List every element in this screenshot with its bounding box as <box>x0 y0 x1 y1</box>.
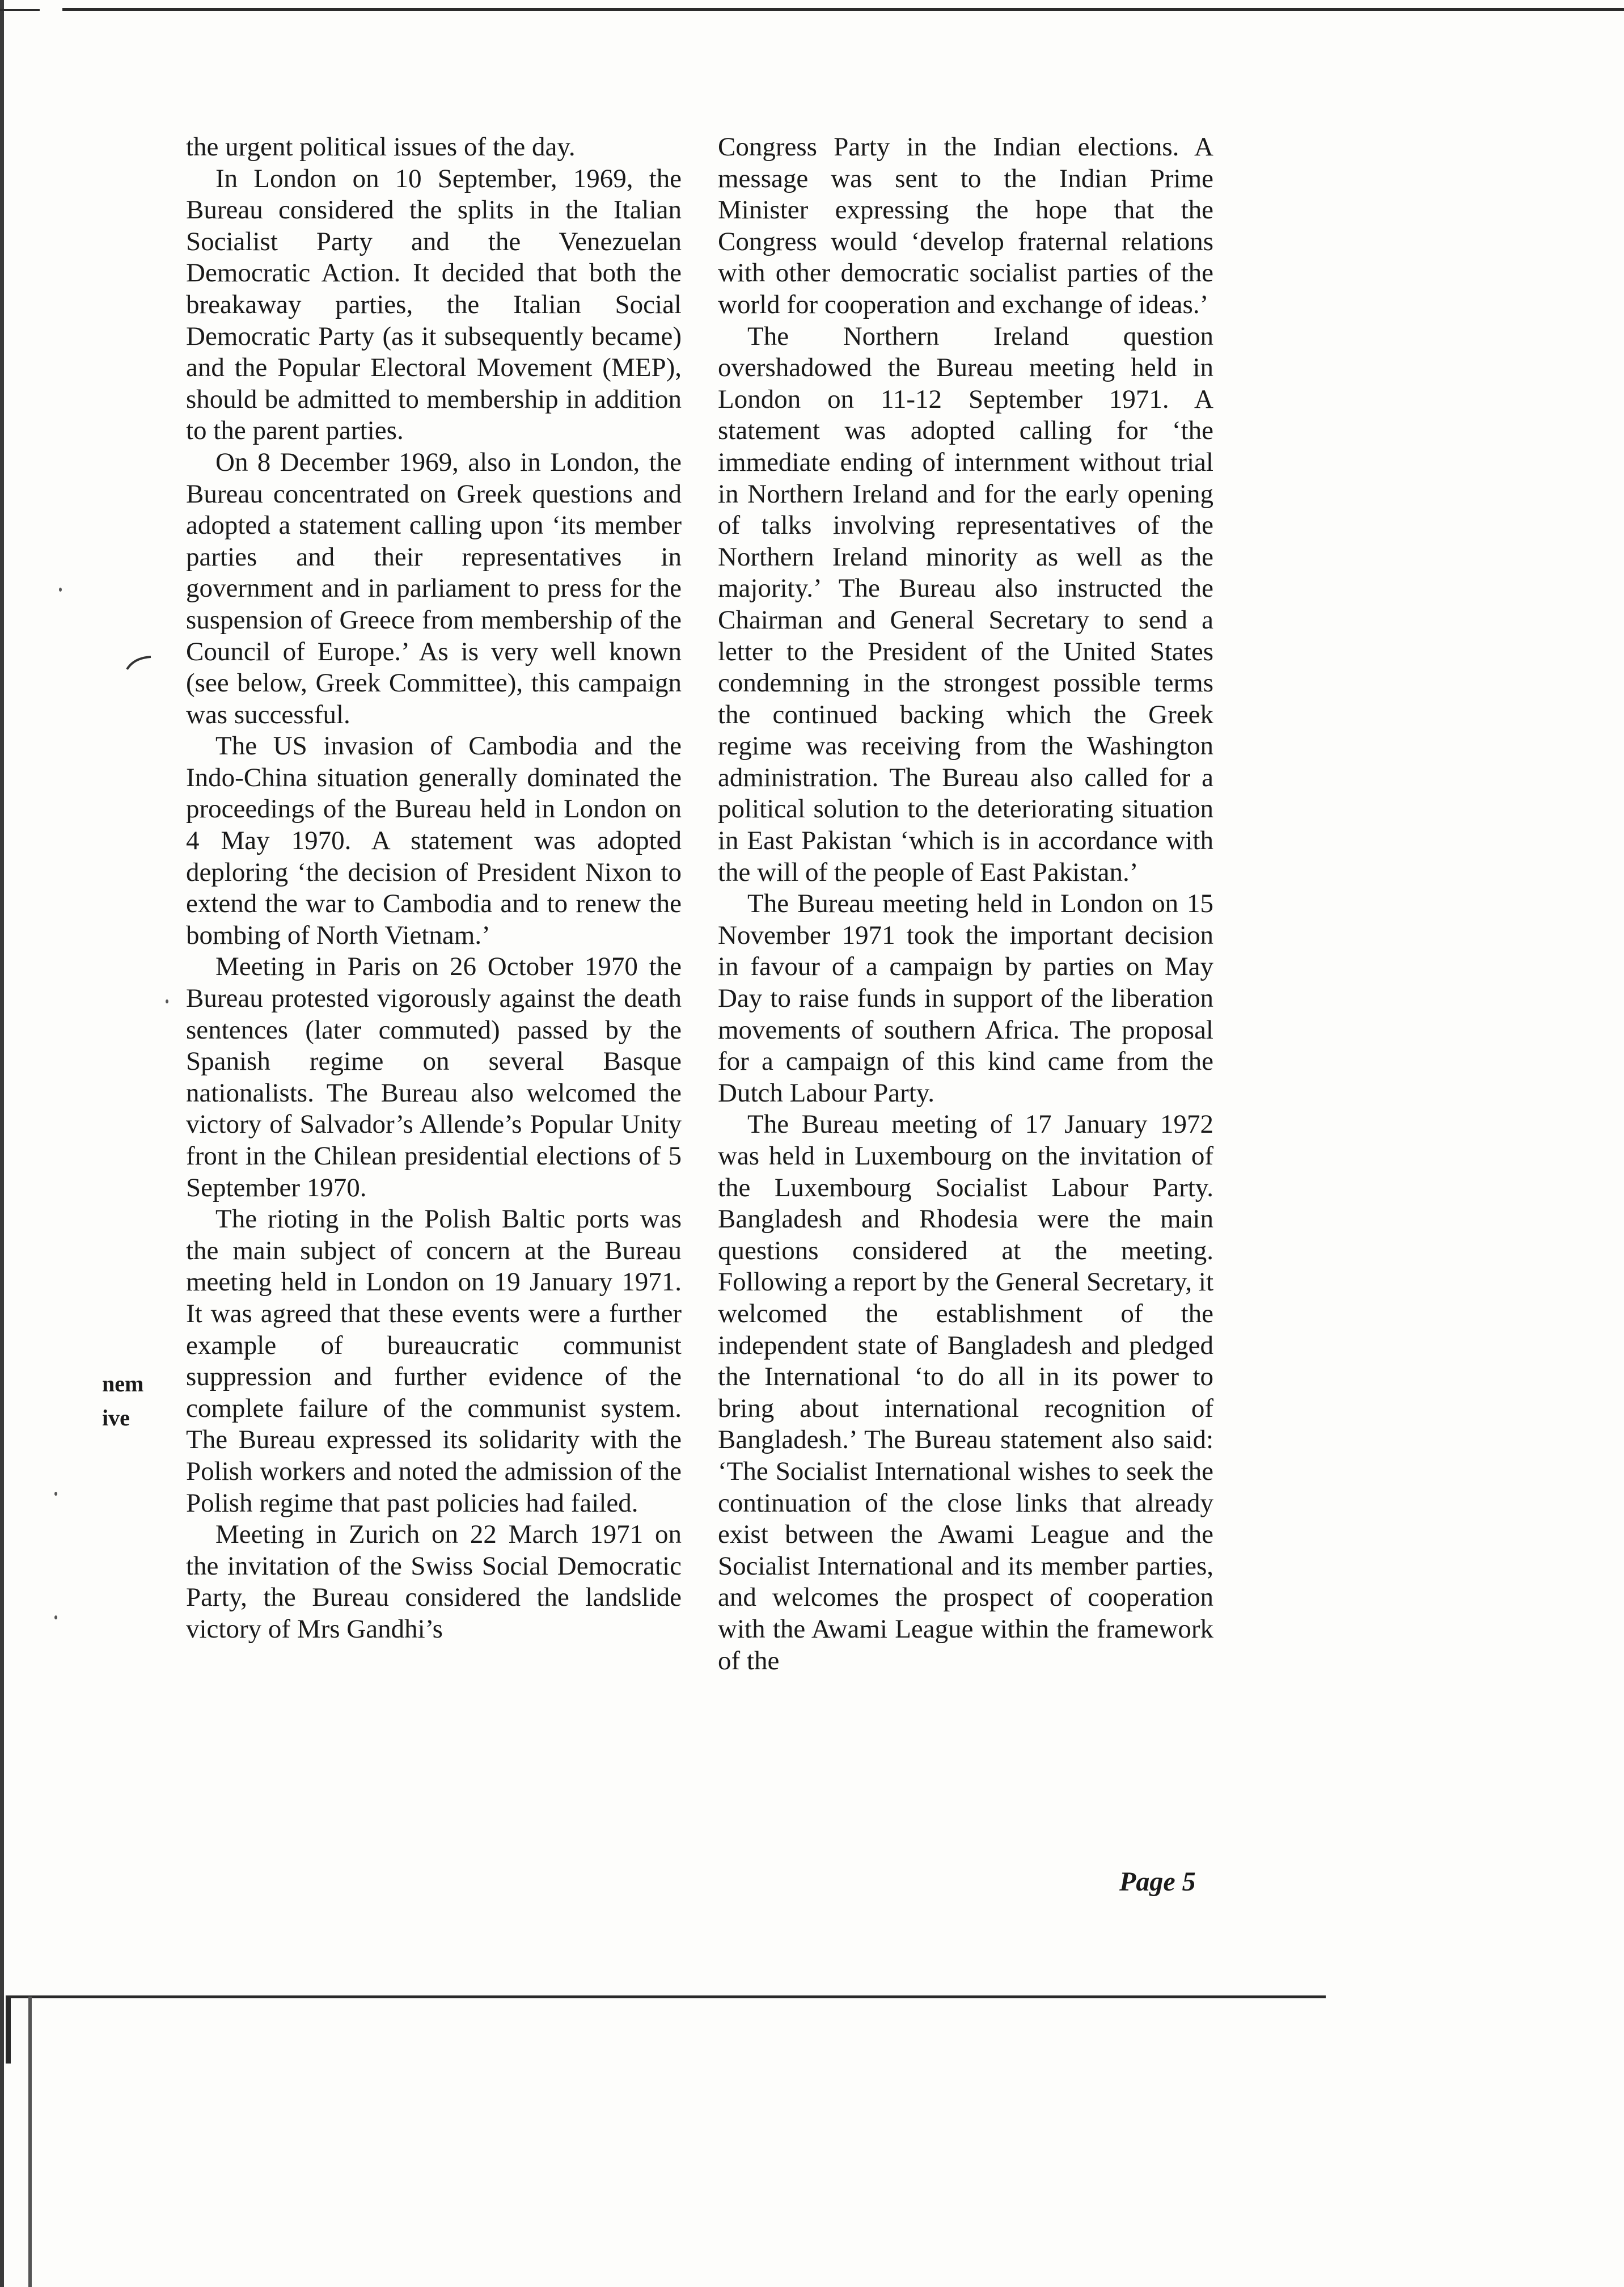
top-rule <box>62 8 1624 11</box>
text-column-right <box>718 132 1213 1677</box>
left-border-rule <box>0 0 4 2287</box>
margin-note-fragment: ive <box>102 1405 130 1431</box>
page-number: Page 5 <box>1119 1867 1196 1897</box>
paragraph: Meeting in Zurich on 22 March 1971 on the invitation of the Swiss Social Democratic Party, the Bureau considered the landslide victory of Mrs Gandhi’s <box>186 1520 682 1644</box>
margin-note-fragment: nem <box>102 1371 144 1396</box>
paragraph: The US invasion of Cambodia and the Indo-China situation generally dominated the proceedings of the Bureau held in London on 4 May 1970. A statement was adopted deploring ‘the decision of President Nixon to extend the war to Cambodia and to renew the bombing of North Vietnam.’ <box>186 731 682 950</box>
paragraph: The rioting in the Polish Baltic ports was the main subject of concern at the Bureau meeting held in London on 19 January 1971. It was agreed that these events were a further example of bureaucratic communist suppression and further evidence of the complete failure of the communist system. The Bureau expressed its solidarity with the Polish workers and noted the admission of the Polish regime that past policies had failed. <box>186 1204 682 1518</box>
paragraph: In London on 10 September, 1969, the Bureau considered the splits in the Italian Socialist Party and the Venezuelan Democratic Action. It decided that both the breakaway parties, the Italian Social Democratic Party (as it subsequently became) and the Popular Electoral Movement (MEP), should be admitted to membership in addition to the parent parties. <box>186 163 682 446</box>
paragraph: On 8 December 1969, also in London, the Bureau concentrated on Greek questions and adopted a statement calling upon ‘its member parties and their representatives in government and in parliament to press for the suspension of Greece from membership of the Council of Europe.’ As is very well known (see below, Greek Committee), this campaign was successful. <box>186 447 682 729</box>
paragraph: The Bureau meeting held in London on 15 November 1971 took the important decision in favour of a campaign by parties on May Day to raise funds in support of the liberation movements of southern Africa. The proposal for a campaign of this kind came from the Dutch Labour Party. <box>718 889 1213 1108</box>
top-rule-stub <box>0 9 40 11</box>
margin-speck <box>166 999 168 1003</box>
text-column-left <box>186 132 682 1645</box>
paragraph: Congress Party in the Indian elections. A message was sent to the Indian Prime Minister expressing the hope that the Congress would ‘develop fraternal relations with other democratic socialist parties of the world for cooperation and exchange of ideas.’ <box>718 132 1213 319</box>
margin-speck <box>54 1492 57 1496</box>
paragraph: the urgent political issues of the day. <box>186 132 576 162</box>
paragraph: Meeting in Paris on 26 October 1970 the Bureau protested vigorously against the death sentences (later commuted) passed by the Spanish regime on several Basque nationalists. The Bureau also welcomed the victory of Salvador’s Allende’s Popular Unity front in the Chilean presidential elections of 5 September 1970. <box>186 952 682 1202</box>
bottom-rule-hook <box>6 1995 11 2064</box>
paragraph: The Northern Ireland question overshadowed the Bureau meeting held in London on 11-12 September 1971. A statement was adopted calling for ‘the immediate ending of internment without trial in Northern Ireland and for the early opening of talks involving representatives of the Northern Ireland minority as well as the majority.’ The Bureau also instructed the Chairman and General Secretary to send a letter to the President of the United States condemning in the strongest possible terms the continued backing which the Greek regime was receiving from the Washington administration. The Bureau also called for a political solution to the deteriorating situation in East Pakistan ‘which is in accordance with the will of the people of East Pakistan.’ <box>718 321 1213 887</box>
margin-speck <box>54 1615 57 1619</box>
margin-speck <box>59 588 62 592</box>
bottom-rule <box>10 1995 1326 1998</box>
margin-pencil-mark <box>126 652 152 676</box>
left-lower-rule <box>28 1997 32 2287</box>
paragraph: The Bureau meeting of 17 January 1972 was held in Luxembourg on the invitation of the Luxembourg Socialist Labour Party. Bangladesh and Rhodesia were the main questions considered at the meeting. Following a report by the General Secretary, it welcomed the establishment of the independent state of Bangladesh and pledged the International ‘to do all in its power to bring about international recognition of Bangladesh.’ The Bureau statement also said: ‘The Socialist International wishes to seek the continuation of the close links that already exist between the Awami League and the Socialist International and its member parties, and welcomes the prospect of cooperation with the Awami League within the framework of the <box>718 1109 1213 1676</box>
